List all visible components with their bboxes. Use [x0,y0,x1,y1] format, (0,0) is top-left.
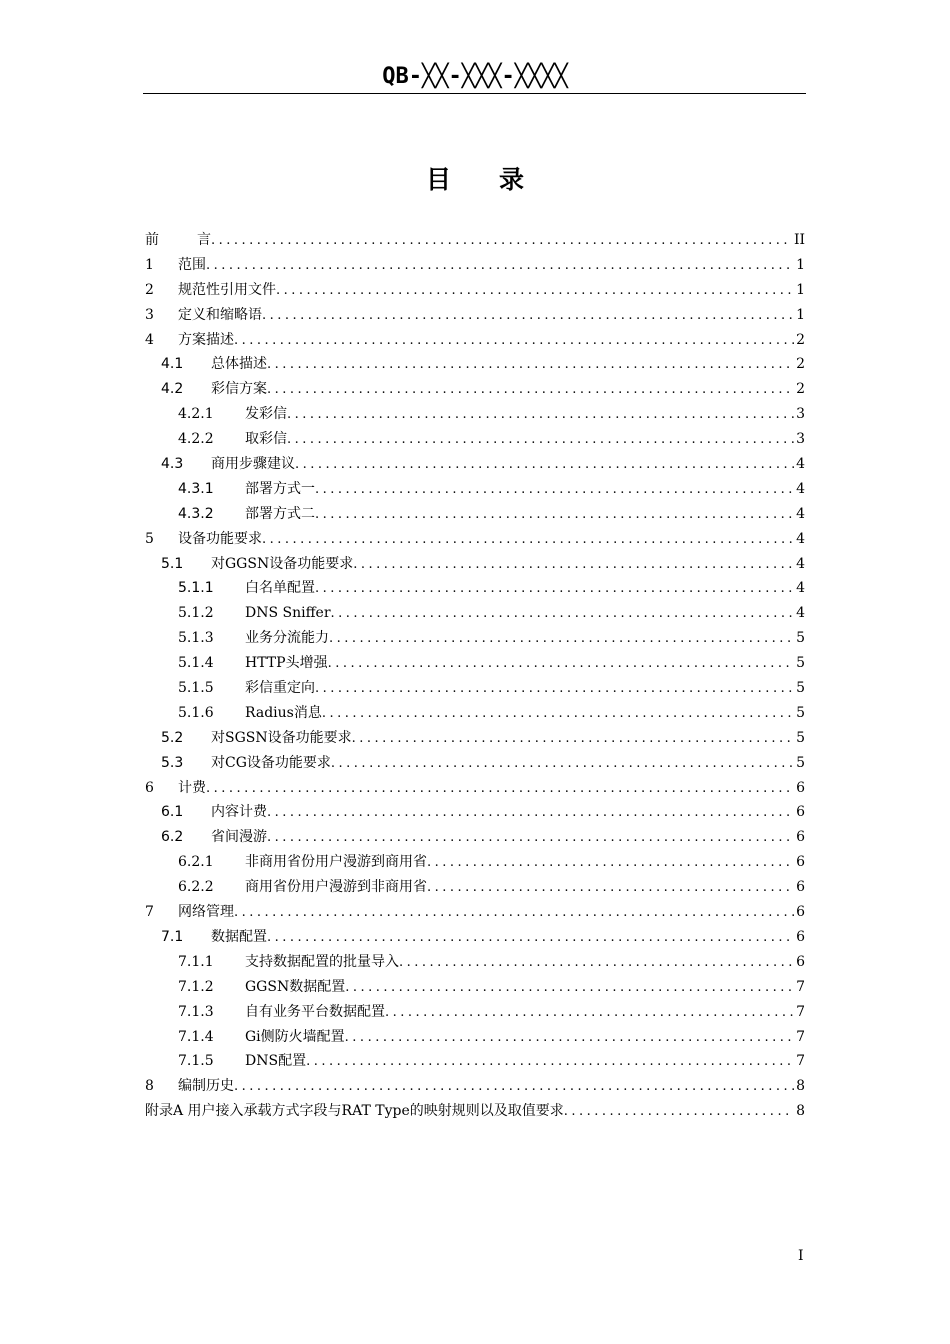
toc-dot-leader [276,279,794,303]
toc-entry-title: 支持数据配置的批量导入 [245,953,399,970]
toc-entry-page: 2 [796,381,805,398]
toc-dot-leader [211,229,792,253]
toc-entry-title: 商用省份用户漫游到非商用省 [245,879,427,896]
toc-entry[interactable] [145,925,805,950]
header-divider [143,93,806,94]
toc-entry-page: 5 [796,704,805,721]
toc-dot-leader [234,901,794,925]
toc-entry-title: 发彩信 [245,406,287,423]
toc-entry-page: 1 [796,281,805,298]
toc-entry-title: 业务分流能力 [245,630,329,647]
toc-entry[interactable] [145,651,805,676]
toc-entry-page: 6 [796,804,805,821]
footer-page-number: I [798,1248,804,1264]
toc-entry-page: 5 [796,754,805,771]
toc-entry[interactable] [145,975,805,1000]
toc-entry-number: 6.2.2 [178,879,214,896]
toc-dot-leader [287,428,794,452]
toc-entry[interactable] [145,1025,805,1050]
toc-entry[interactable] [145,502,805,527]
toc-entry-number: 5 [145,530,154,547]
toc-entry-page: 4 [796,456,805,473]
toc-dot-leader [267,378,794,402]
toc-dot-leader [331,752,794,776]
toc-entry-number: 6.2.1 [178,854,214,871]
toc-entry-page: 8 [796,1103,805,1120]
toc-entry-number: 5.1 [161,555,184,572]
toc-entry-title: 彩信方案 [211,381,267,398]
toc-entry[interactable] [145,850,805,875]
toc-entry[interactable] [145,303,805,328]
toc-entry-number: 4.2.1 [178,406,214,423]
toc-entry-number: 7.1.5 [178,1053,214,1070]
toc-entry-number: 3 [145,306,154,323]
toc-entry[interactable] [145,751,805,776]
toc-dot-leader [315,478,794,502]
toc-entry[interactable] [145,278,805,303]
toc-entry-page: 6 [796,904,805,921]
toc-entry[interactable] [145,726,805,751]
toc-entry[interactable] [145,776,805,801]
toc-entry-title: 部署方式一 [245,480,315,497]
toc-dot-leader [315,677,794,701]
toc-entry-title: 彩信重定向 [245,680,315,697]
toc-entry-number: 5.1.3 [178,630,214,647]
toc-entry-page: 4 [796,480,805,497]
toc-dot-leader [262,528,794,552]
toc-entry-title: 对CG设备功能要求 [211,754,331,771]
toc-entry[interactable] [145,427,805,452]
toc-dot-leader [206,777,794,801]
toc-title: 目录 [425,165,572,194]
toc-dot-leader [262,304,794,328]
toc-entry-page: 2 [796,331,805,348]
toc-entry[interactable] [145,576,805,601]
toc-entry[interactable] [145,228,805,253]
toc-entry-number: 7 [145,904,154,921]
toc-entry-page: 6 [796,829,805,846]
toc-entry-title: 内容计费 [211,804,267,821]
toc-entry-title: 方案描述 [178,331,234,348]
toc-entry-title: DNS Sniffer [245,605,331,622]
toc-entry-title: 总体描述 [211,356,267,373]
toc-entry-title: 部署方式二 [245,505,315,522]
table-of-contents [145,228,805,1124]
toc-entry-page: 6 [796,953,805,970]
toc-entry-number: 4.1 [161,356,184,373]
toc-entry[interactable] [145,352,805,377]
toc-entry-page: 4 [796,505,805,522]
toc-entry-page: 3 [796,431,805,448]
toc-entry-page: 7 [796,1003,805,1020]
toc-entry-title: 省间漫游 [211,829,267,846]
toc-dot-leader [352,727,794,751]
toc-entry-title: 计费 [178,779,206,796]
toc-entry[interactable] [145,552,805,577]
toc-entry-title: 规范性引用文件 [178,281,276,298]
toc-entry-title: GGSN数据配置 [245,978,346,995]
toc-dot-leader [287,403,794,427]
toc-entry-title: HTTP头增强 [245,655,328,672]
toc-entry-page: 6 [796,779,805,796]
toc-entry-page: 5 [796,680,805,697]
toc-entry[interactable] [145,328,805,353]
toc-entry-number: 4.3 [161,456,184,473]
toc-entry[interactable] [145,875,805,900]
toc-entry-number: 7.1.2 [178,978,214,995]
toc-entry-number: 2 [145,281,154,298]
toc-entry-number: 7.1.3 [178,1003,214,1020]
toc-entry-page: 6 [796,854,805,871]
toc-entry-title: 数据配置 [211,928,267,945]
toc-dot-leader [345,976,794,1000]
toc-entry[interactable] [145,452,805,477]
toc-entry-page: 6 [796,928,805,945]
toc-entry-title: 网络管理 [178,904,234,921]
toc-entry-number: 5.1.1 [178,580,214,597]
toc-entry-number: 6.2 [161,829,184,846]
toc-entry[interactable] [145,1000,805,1025]
toc-dot-leader [267,826,794,850]
toc-entry-page: 4 [796,605,805,622]
toc-entry-page: 2 [796,356,805,373]
toc-dot-leader [206,254,794,278]
toc-entry-title: 设备功能要求 [178,530,262,547]
toc-dot-leader [267,801,794,825]
toc-entry-number: 5.2 [161,729,184,746]
toc-entry-page: 4 [796,555,805,572]
toc-entry-number: 5.1.4 [178,655,214,672]
toc-entry-number: 6 [145,779,154,796]
toc-entry-title: 非商用省份用户漫游到商用省 [245,854,427,871]
toc-entry-number: 5.1.2 [178,605,214,622]
toc-entry-number: 4.3.2 [178,505,214,522]
toc-entry-number: 1 [145,256,154,273]
toc-dot-leader [329,627,794,651]
toc-dot-leader [399,951,794,975]
toc-entry[interactable] [145,800,805,825]
toc-entry-page: 7 [796,978,805,995]
toc-entry-page: 4 [796,530,805,547]
toc-entry-title: 商用步骤建议 [211,456,295,473]
toc-entry-page: 6 [796,879,805,896]
toc-entry-title: 自有业务平台数据配置 [245,1003,385,1020]
toc-entry-number: 4.2 [161,381,184,398]
toc-dot-leader [353,553,794,577]
toc-entry-title: 白名单配置 [245,580,315,597]
toc-entry[interactable] [145,825,805,850]
toc-entry[interactable] [145,900,805,925]
toc-entry-number: 8 [145,1078,154,1095]
toc-entry-title: 附录A 用户接入承载方式字段与RAT Type的映射规则以及取值要求 [145,1103,564,1120]
toc-entry-title: 范围 [178,256,206,273]
toc-entry[interactable] [145,626,805,651]
toc-dot-leader [267,353,794,377]
toc-entry-title: 取彩信 [245,431,287,448]
toc-entry-page: 7 [796,1028,805,1045]
toc-entry[interactable] [145,601,805,626]
toc-entry-page: II [793,232,805,248]
toc-entry[interactable] [145,477,805,502]
toc-entry-number: 7.1.1 [178,953,214,970]
toc-dot-leader [295,453,794,477]
toc-entry[interactable] [145,253,805,278]
toc-entry-page: 8 [796,1078,805,1095]
document-code-header: QB-╳╳-╳╳╳-╳╳╳╳ [382,64,568,89]
toc-entry-number: 6.1 [161,804,184,821]
toc-dot-leader [322,702,794,726]
toc-entry-page: 3 [796,406,805,423]
toc-dot-leader [331,602,795,626]
toc-entry-page: 4 [796,580,805,597]
toc-dot-leader [234,1075,794,1099]
toc-dot-leader [267,926,794,950]
toc-entry[interactable] [145,1074,805,1099]
toc-entry-title: Radius消息 [245,704,322,721]
toc-dot-leader [385,1001,794,1025]
toc-entry[interactable] [145,1049,805,1074]
toc-entry-number: 5.3 [161,754,184,771]
toc-entry-number: 4 [145,331,154,348]
toc-entry-number: 7.1.4 [178,1028,214,1045]
toc-entry[interactable] [145,676,805,701]
toc-entry-page: 1 [796,306,805,323]
toc-entry-page: 1 [796,256,805,273]
toc-dot-leader [427,851,794,875]
toc-entry[interactable] [145,402,805,427]
toc-dot-leader [306,1050,794,1074]
toc-entry-page: 5 [796,729,805,746]
toc-entry-number: 前 [145,232,159,248]
toc-entry-page: 7 [796,1053,805,1070]
toc-entry-title: 对SGSN设备功能要求 [211,729,352,746]
toc-entry-title: 定义和缩略语 [178,306,262,323]
toc-entry[interactable] [145,950,805,975]
toc-entry-title: 对GGSN设备功能要求 [211,555,354,572]
toc-entry[interactable] [145,1099,805,1124]
toc-entry-title: DNS配置 [245,1053,307,1070]
toc-entry-page: 5 [796,630,805,647]
toc-dot-leader [564,1100,794,1124]
toc-dot-leader [345,1026,794,1050]
toc-dot-leader [328,652,795,676]
toc-entry-number: 4.2.2 [178,431,214,448]
toc-dot-leader [427,876,794,900]
toc-dot-leader [234,329,794,353]
toc-entry[interactable] [145,527,805,552]
toc-dot-leader [315,577,794,601]
toc-entry-number: 4.3.1 [178,480,214,497]
toc-entry-title: 言 [197,232,211,248]
toc-entry-page: 5 [796,655,805,672]
toc-entry[interactable] [145,377,805,402]
toc-entry[interactable] [145,701,805,726]
toc-entry-title: 编制历史 [178,1078,234,1095]
toc-entry-number: 5.1.6 [178,704,214,721]
toc-entry-number: 7.1 [161,928,184,945]
toc-dot-leader [315,503,794,527]
toc-entry-number: 5.1.5 [178,680,214,697]
toc-entry-title: Gi侧防火墙配置 [245,1028,345,1045]
